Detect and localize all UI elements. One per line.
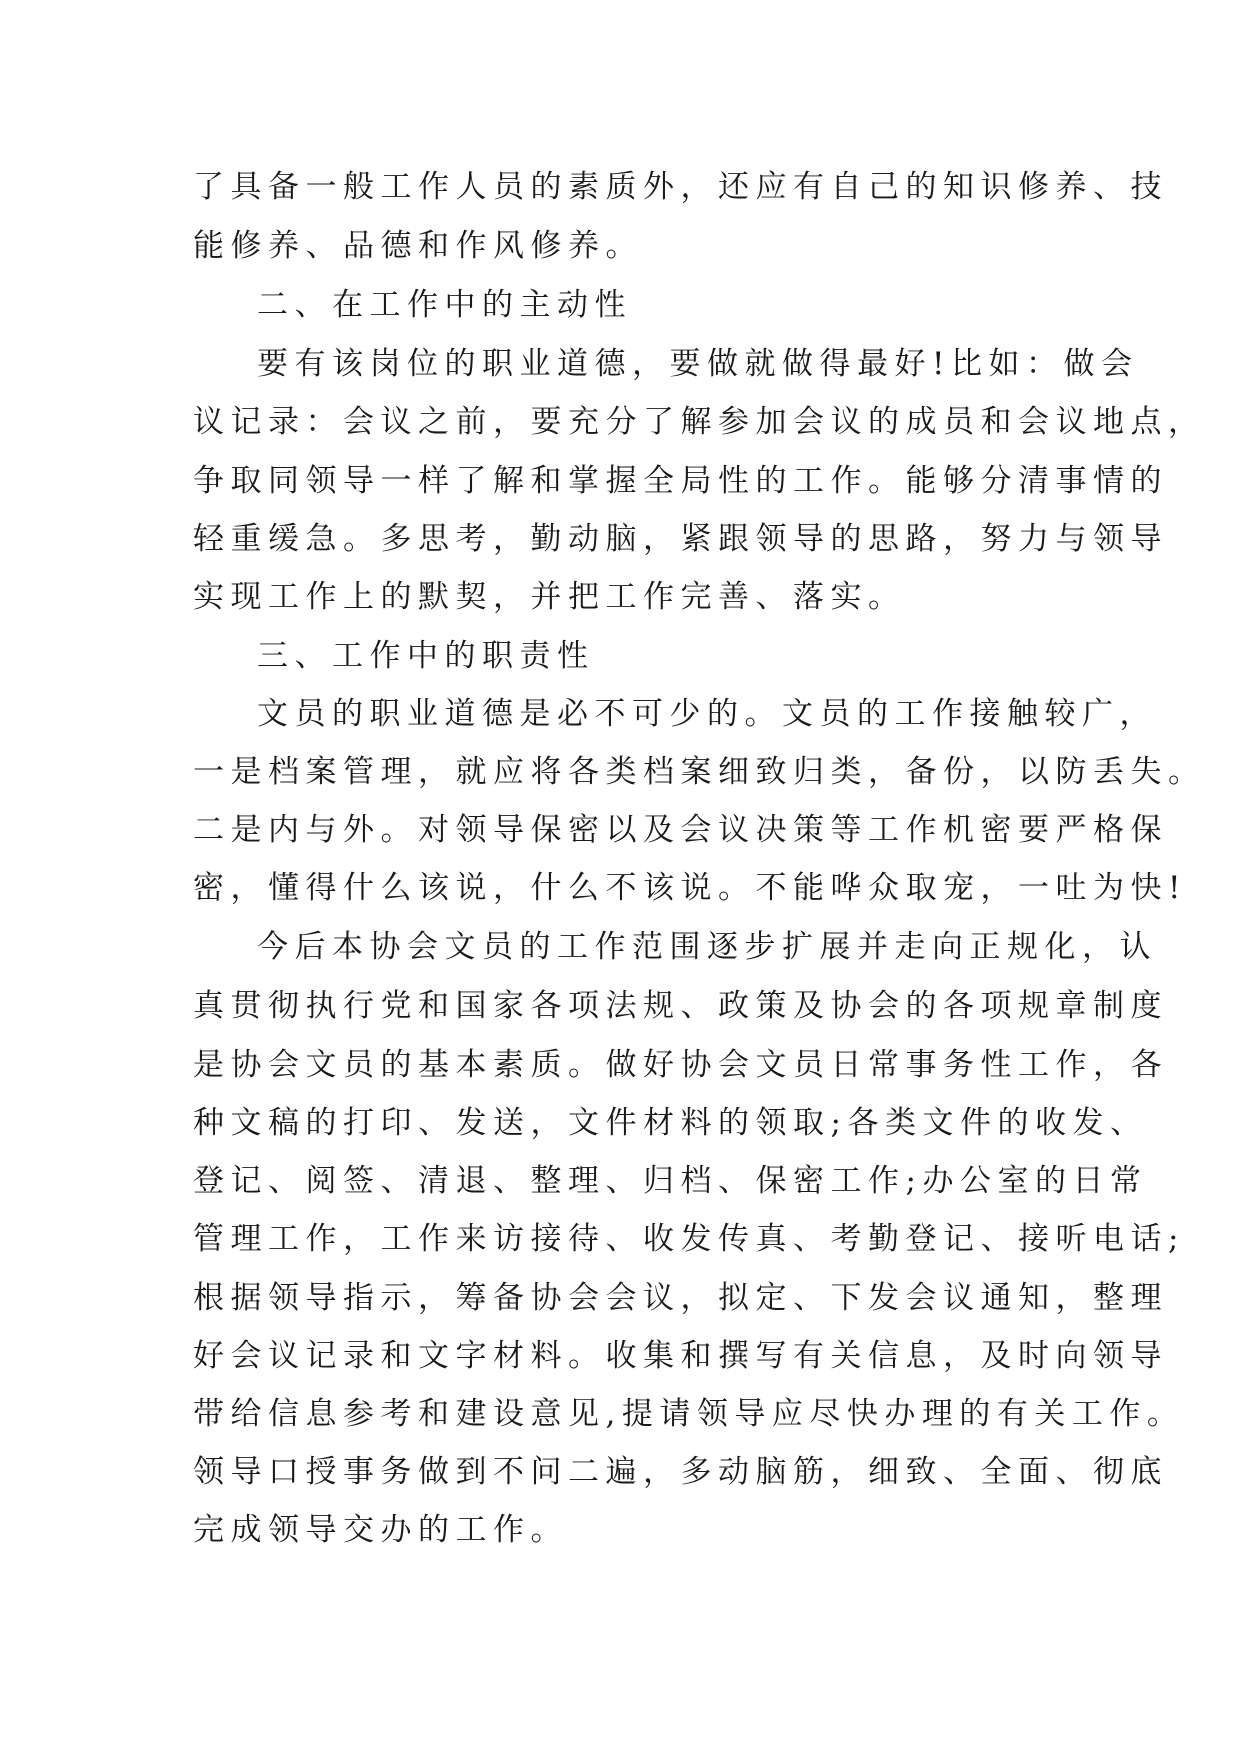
body-text-line: 实现工作上的默契，并把工作完善、落实。 [193,579,906,615]
body-text-line: 一是档案管理，就应将各类档案细致归类，备份，以防丢失。 [193,754,1206,790]
body-text-line: 真贯彻执行党和国家各项法规、政策及协会的各项规章制度 [193,988,1168,1024]
section-heading: 三、工作中的职责性 [257,638,595,674]
body-text-line: 带给信息参考和建设意见,提请领导应尽快办理的有关工作。 [193,1396,1185,1432]
body-text-line: 管理工作，工作来访接待、收发传真、考勤登记、接听电话; [193,1221,1185,1257]
body-text-line: 好会议记录和文字材料。收集和撰写有关信息，及时向领导 [193,1338,1168,1374]
body-text-line: 议记录：会议之前，要充分了解参加会议的成员和会议地点， [193,404,1206,440]
body-text-line: 争取同领导一样了解和掌握全局性的工作。能够分清事情的 [193,463,1168,499]
body-text-line: 完成领导交办的工作。 [193,1512,568,1548]
body-text-line: 能修养、品德和作风修养。 [193,228,643,264]
body-text-line: 轻重缓急。多思考，勤动脑，紧跟领导的思路，努力与领导 [193,521,1168,557]
body-text-line: 是协会文员的基本素质。做好协会文员日常事务性工作，各 [193,1047,1168,1083]
body-text-line: 了具备一般工作人员的素质外，还应有自己的知识修养、技 [193,169,1168,205]
body-text-line: 密，懂得什么该说，什么不该说。不能哗众取宠，一吐为快! [193,870,1187,906]
body-text-line: 要有该岗位的职业道德，要做就做得最好!比如：做会 [257,346,1139,382]
body-text-line: 文员的职业道德是必不可少的。文员的工作接触较广， [257,696,1157,732]
body-text-line: 领导口授事务做到不问二遍，多动脑筋，细致、全面、彻底 [193,1454,1168,1490]
body-text-line: 登记、阅签、清退、整理、归档、保密工作;办公室的日常 [193,1163,1148,1199]
body-text-line: 今后本协会文员的工作范围逐步扩展并走向正规化，认 [257,929,1157,965]
section-heading: 二、在工作中的主动性 [257,287,632,323]
body-text-line: 种文稿的打印、发送，文件材料的领取;各类文件的收发、 [193,1105,1148,1141]
body-text-line: 二是内与外。对领导保密以及会议决策等工作机密要严格保 [193,812,1168,848]
body-text-line: 根据领导指示，筹备协会会议，拟定、下发会议通知，整理 [193,1280,1168,1316]
